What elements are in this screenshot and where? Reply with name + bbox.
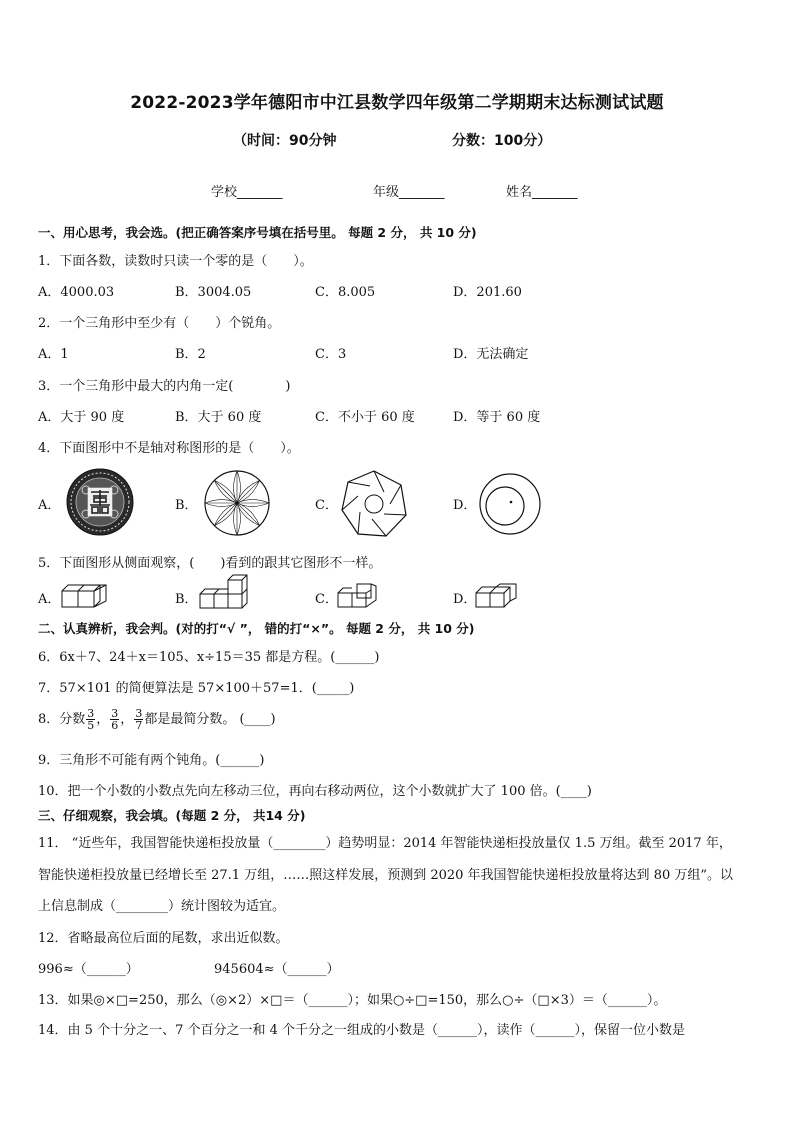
q12-part-a: 996≈（______）: [38, 962, 139, 977]
q14-text: 14．由 5 个十分之一、7 个百分之一和 4 个千分之一组成的小数是（______），读作（______），保留一位小数是: [38, 1023, 686, 1038]
q8-fraction-3: [134, 708, 143, 731]
section3-heading: 三、仔细观察，我会填。(每题 2 分， 共14 分): [38, 808, 306, 823]
q8-frac2-numerator: 3: [111, 707, 119, 720]
q8-frac1-denominator: 5: [87, 719, 95, 732]
pinwheel-polygon-figure: [338, 468, 410, 540]
q9-text: 9．三角形不可能有两个钝角。(______): [38, 753, 265, 768]
cube-arrangement-c-figure: [336, 582, 380, 612]
q1-option-a[interactable]: A．4000.03: [38, 285, 115, 300]
q11-line1: 11． “近些年，我国智能快递柜投放量（________）趋势明显：2014 年智能快递柜投放量仅 1.5 万组。截至 2017 年，: [38, 836, 732, 851]
q5-option-a[interactable]: A．: [38, 592, 61, 607]
nested-circles-figure: [478, 472, 542, 536]
cube-arrangement-a-figure: [60, 582, 112, 610]
q2-option-a[interactable]: A．1: [38, 347, 69, 362]
section2-heading: 二、认真辨析，我会判。(对的打“√ ”， 错的打“×”。 每题 2 分， 共 10 分): [38, 621, 475, 636]
q8-fraction-1: [86, 708, 95, 731]
q8-frac3-numerator: 3: [135, 707, 143, 720]
school-field[interactable]: 学校_______: [211, 185, 283, 200]
q1-stem: 1．下面各数，读数时只读一个零的是（ ）。: [38, 254, 313, 269]
page-title: 2022-2023学年德阳市中江县数学四年级第二学期期末达标测试试题: [130, 93, 664, 113]
q2-stem: 2．一个三角形中至少有（ ）个锐角。: [38, 316, 281, 331]
grade-field[interactable]: 年级_______: [373, 185, 445, 200]
q8-frac2-denominator: 6: [111, 719, 119, 732]
section1-heading: 一、用心思考，我会选。(把正确答案序号填在括号里。 每题 2 分， 共 10 分): [38, 225, 477, 240]
flower-circle-figure: [203, 469, 271, 537]
q2-option-c[interactable]: C．3: [315, 347, 347, 362]
q8-suffix: 都是最简分数。 (____): [144, 712, 276, 727]
q10-text: 10．把一个小数的小数点先向左移动三位，再向右移动两位，这个小数就扩大了 100 倍。(____): [38, 784, 592, 799]
name-field[interactable]: 姓名_______: [506, 185, 578, 200]
q13-text: 13．如果◎×□=250，那么（◎×2）×□＝（______）；如果○÷□=150，那么○÷（□×3）＝（______）。: [38, 993, 667, 1008]
q12-part-b: 945604≈（______）: [214, 962, 340, 977]
q7-text: 7．57×101 的简便算法是 57×100＋57=1．(_____): [38, 681, 355, 696]
q5-stem: 5．下面图形从侧面观察，( )看到的跟其它图形不一样。: [38, 556, 382, 571]
q3-option-b[interactable]: B．大于 60 度: [175, 410, 262, 425]
q12-stem: 12．省略最高位后面的尾数，求出近似数。: [38, 931, 289, 946]
q4-option-b[interactable]: B．: [175, 498, 198, 513]
q4-option-d[interactable]: D．: [453, 498, 477, 513]
q8-prefix: 8．分数: [38, 712, 86, 727]
cube-arrangement-d-figure: [474, 582, 520, 612]
exam-score: 分数：100分）: [452, 133, 552, 149]
q8-frac1-numerator: 3: [87, 707, 95, 720]
q3-option-a[interactable]: A．大于 90 度: [38, 410, 125, 425]
q8-line: 8．分数 $\frac{3}{5}$ ， $\frac{3}{6}$ ， $\frac{3}{7}$ 都是最简分数。 (____): [38, 707, 276, 732]
cube-arrangement-b-figure: [198, 578, 250, 612]
q3-option-c[interactable]: C．不小于 60 度: [315, 410, 415, 425]
q11-line2: 智能快递柜投放量已经增长至 27.1 万组，……照这样发展，预测到 2020 年我国智能快递柜投放量将达到 80 万组”。以: [38, 868, 734, 883]
exam-time: （时间：90分钟: [233, 133, 337, 149]
q3-option-d[interactable]: D．等于 60 度: [453, 410, 541, 425]
double-happiness-medallion-figure: [66, 468, 134, 536]
q5-option-b[interactable]: B．: [175, 592, 198, 607]
q5-option-c[interactable]: C．: [315, 592, 338, 607]
q4-option-a[interactable]: A．: [38, 498, 61, 513]
q4-stem: 4．下面图形中不是轴对称图形的是（ ）。: [38, 441, 300, 456]
q1-option-b[interactable]: B．3004.05: [175, 285, 252, 300]
q3-stem: 3．一个三角形中最大的内角一定( ): [38, 379, 291, 394]
q1-option-d[interactable]: D．201.60: [453, 285, 522, 300]
q2-option-b[interactable]: B．2: [175, 347, 206, 362]
q6-text: 6．6x＋7、24＋x＝105、x÷15＝35 都是方程。(______): [38, 650, 380, 665]
q2-option-d[interactable]: D．无法确定: [453, 347, 529, 362]
q1-option-c[interactable]: C．8.005: [315, 285, 376, 300]
q4-option-c[interactable]: C．: [315, 498, 338, 513]
q8-frac3-denominator: 7: [135, 719, 143, 732]
q8-fraction-2: [110, 708, 119, 731]
q5-option-d[interactable]: D．: [453, 592, 477, 607]
q11-line3: 上信息制成（________）统计图较为适宜。: [38, 899, 286, 914]
